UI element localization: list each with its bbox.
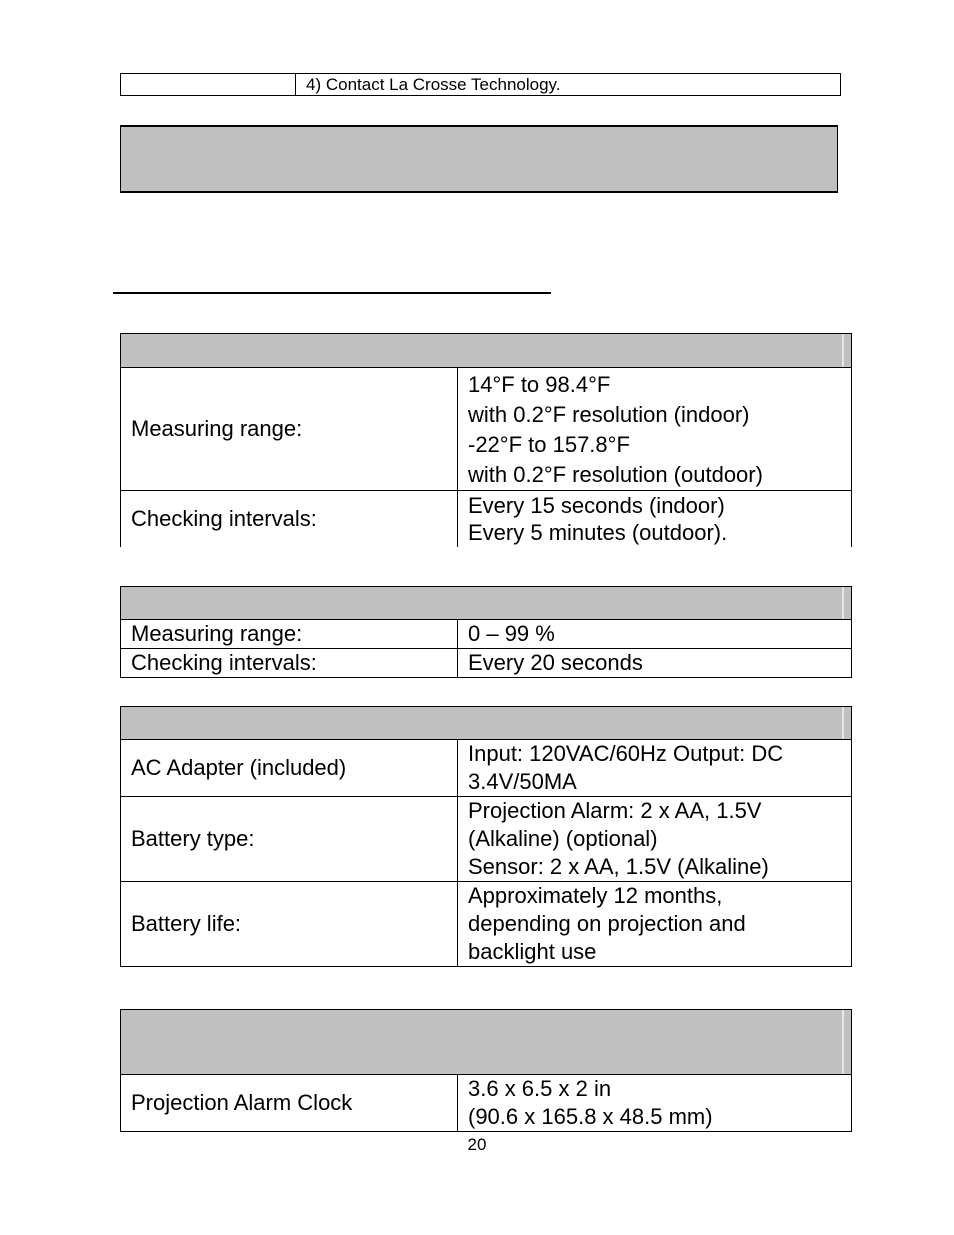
temperature-range-line: with 0.2°F resolution (indoor) xyxy=(468,402,750,427)
temperature-interval-value xyxy=(458,491,852,547)
power-header-bar xyxy=(120,706,852,740)
battery-type-value xyxy=(458,797,852,882)
battery-type-line: Sensor: 2 x AA, 1.5V (Alkaline) xyxy=(468,854,769,879)
humidity-range-label: Measuring range: xyxy=(121,620,458,649)
clock-dimension-line: 3.6 x 6.5 x 2 in xyxy=(468,1076,612,1101)
temperature-range-line: -22°F to 157.8°F xyxy=(468,432,630,457)
contact-table xyxy=(120,73,841,96)
clock-dimension-line: (90.6 x 165.8 x 48.5 mm) xyxy=(468,1104,713,1129)
temperature-interval-label: Checking intervals: xyxy=(121,491,458,547)
battery-type-label: Battery type: xyxy=(121,797,458,882)
battery-life-line: depending on projection and xyxy=(468,911,746,936)
battery-life-line: backlight use xyxy=(468,939,597,964)
clock-dimension-label: Projection Alarm Clock xyxy=(121,1075,458,1132)
temperature-table xyxy=(120,367,852,547)
adapter-value xyxy=(458,740,852,797)
page-number: 20 xyxy=(467,1135,487,1154)
gray-heading-box xyxy=(120,125,838,193)
temperature-range-label: Measuring range: xyxy=(121,368,458,491)
adapter-line: 3.4V/50MA xyxy=(468,769,577,794)
battery-type-line: Projection Alarm: 2 x AA, 1.5V xyxy=(468,798,762,823)
humidity-header-bar xyxy=(120,586,852,620)
clock-dimension-value xyxy=(458,1075,852,1132)
contact-instruction: 4) Contact La Crosse Technology. xyxy=(296,74,841,96)
temperature-interval-line: Every 15 seconds (indoor) xyxy=(468,492,725,518)
temperature-range-value xyxy=(458,368,852,491)
adapter-line: Input: 120VAC/60Hz Output: DC xyxy=(468,741,784,766)
temperature-interval-line: Every 5 minutes (outdoor). xyxy=(468,519,728,545)
humidity-interval-value: Every 20 seconds xyxy=(458,649,852,678)
temperature-range-line: with 0.2°F resolution (outdoor) xyxy=(468,462,763,487)
battery-life-value xyxy=(458,882,852,967)
dimensions-table xyxy=(120,1074,852,1132)
power-table xyxy=(120,739,852,967)
dimensions-header-bar xyxy=(120,1009,852,1075)
battery-type-line: (Alkaline) (optional) xyxy=(468,826,658,851)
temperature-range-line: 14°F to 98.4°F xyxy=(468,372,611,397)
temperature-header-bar xyxy=(120,333,852,368)
adapter-label: AC Adapter (included) xyxy=(121,740,458,797)
humidity-interval-label: Checking intervals: xyxy=(121,649,458,678)
battery-life-label: Battery life: xyxy=(121,882,458,967)
battery-life-line: Approximately 12 months, xyxy=(468,883,723,908)
section-underline xyxy=(113,292,551,294)
contact-table-left-cell xyxy=(121,74,296,96)
humidity-table xyxy=(120,619,852,678)
humidity-range-value: 0 – 99 % xyxy=(458,620,852,649)
